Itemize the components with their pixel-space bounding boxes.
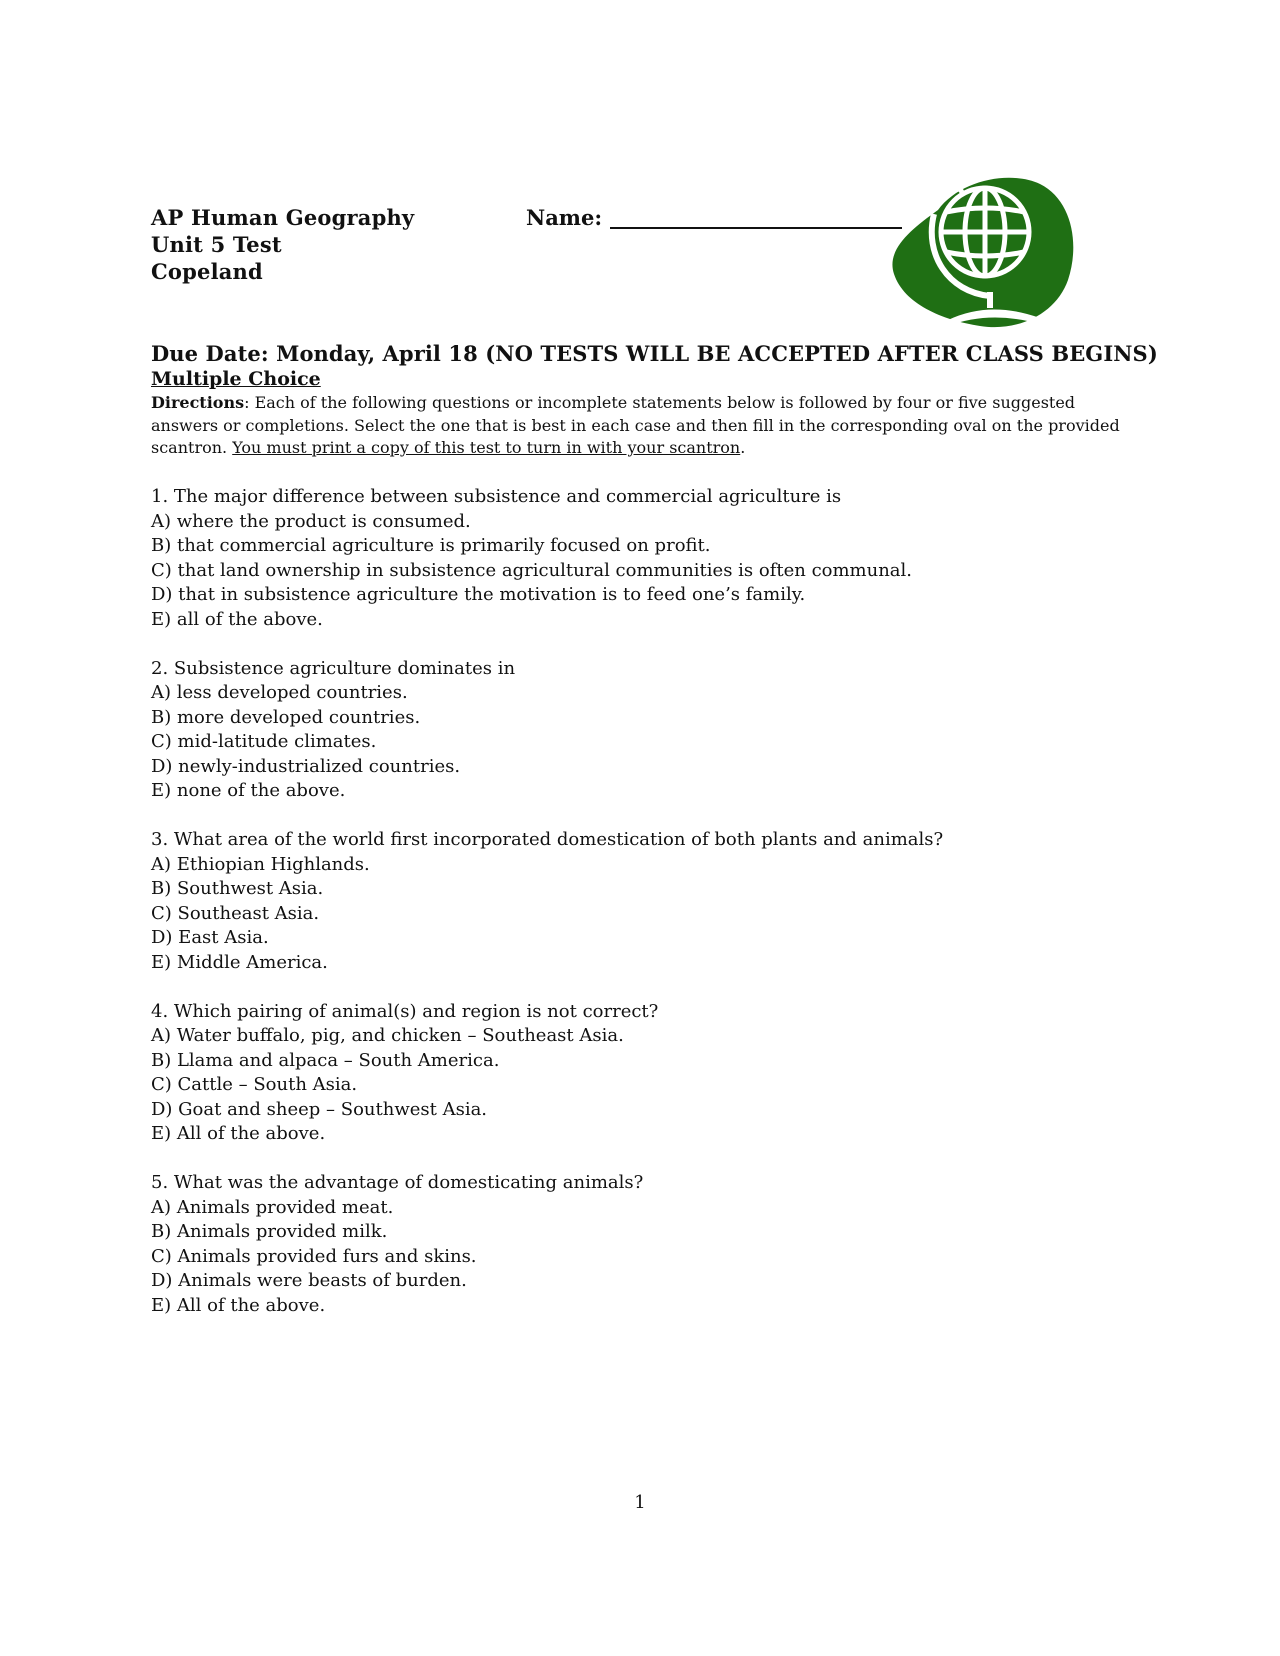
answer-option: A) Water buffalo, pig, and chicken – Southeast Asia. (151, 1025, 624, 1046)
question-list (151, 485, 1151, 1343)
answer-option: D) that in subsistence agriculture the motivation is to feed one’s family. (151, 584, 806, 605)
section-heading: Multiple Choice (151, 368, 321, 390)
answer-option: C) that land ownership in subsistence agricultural communities is often communal. (151, 559, 913, 581)
answer-option: E) All of the above. (151, 1294, 326, 1316)
teacher-name: Copeland (151, 259, 263, 284)
question-3 (151, 828, 1151, 975)
answer-option: E) all of the above. (151, 608, 323, 630)
answer-option: A) less developed countries. (151, 682, 408, 703)
directions-end: . (740, 438, 746, 457)
student-name-field (526, 204, 902, 231)
answer-option: B) more developed countries. (151, 706, 421, 728)
question-1 (151, 485, 1151, 632)
answer-option: D) newly-industrialized countries. (151, 755, 461, 777)
question-stem: 3. What area of the world first incorporated domestication of both plants and animals? (151, 829, 944, 850)
answer-option: B) Animals provided milk. (151, 1221, 388, 1242)
answer-option: C) Animals provided furs and skins. (151, 1245, 477, 1267)
test-header (151, 204, 414, 285)
answer-option: A) where the product is consumed. (151, 510, 471, 532)
unit-title: Unit 5 Test (151, 232, 282, 257)
answer-option: E) Middle America. (151, 951, 328, 973)
name-blank-line (610, 209, 902, 229)
globe-icon (890, 174, 1080, 334)
answer-option: B) that commercial agriculture is primarily focused on profit. (151, 535, 711, 556)
answer-option: E) none of the above. (151, 780, 346, 801)
answer-option: C) Southeast Asia. (151, 902, 320, 924)
page-number: 1 (634, 1492, 646, 1513)
question-stem: 2. Subsistence agriculture dominates in (151, 657, 516, 679)
directions-text: : Each of the following questions or incomplete statements below is followed by four or five suggested answers or completions. Select the one that is best in each case and then fill in the corresponding oval on the provided scantron. (151, 393, 1120, 457)
answer-option: C) mid-latitude climates. (151, 731, 377, 752)
answer-option: A) Ethiopian Highlands. (151, 853, 370, 875)
answer-option: C) Cattle – South Asia. (151, 1074, 358, 1095)
answer-option: E) All of the above. (151, 1123, 326, 1144)
question-stem: 5. What was the advantage of domesticating animals? (151, 1172, 644, 1193)
question-stem: 1. The major difference between subsistence and commercial agriculture is (151, 486, 842, 507)
due-date: Due Date: Monday, April 18 (NO TESTS WILL BE ACCEPTED AFTER CLASS BEGINS) (151, 341, 1158, 366)
answer-option: B) Llama and alpaca – South America. (151, 1049, 500, 1071)
answer-option: D) East Asia. (151, 927, 269, 948)
directions-paragraph (151, 392, 1136, 460)
question-stem: 4. Which pairing of animal(s) and region is not correct? (151, 1000, 659, 1022)
directions-label: Directions (151, 393, 245, 412)
answer-option: B) Southwest Asia. (151, 878, 324, 899)
question-2 (151, 657, 1151, 804)
answer-option: D) Animals were beasts of burden. (151, 1270, 467, 1291)
course-title: AP Human Geography (151, 205, 415, 230)
question-4 (151, 1000, 1151, 1147)
answer-option: D) Goat and sheep – Southwest Asia. (151, 1098, 488, 1120)
question-5 (151, 1171, 1151, 1318)
print-requirement: You must print a copy of this test to turn in with your scantron (232, 438, 741, 457)
answer-option: A) Animals provided meat. (151, 1196, 394, 1218)
name-label: Name: (526, 205, 603, 230)
